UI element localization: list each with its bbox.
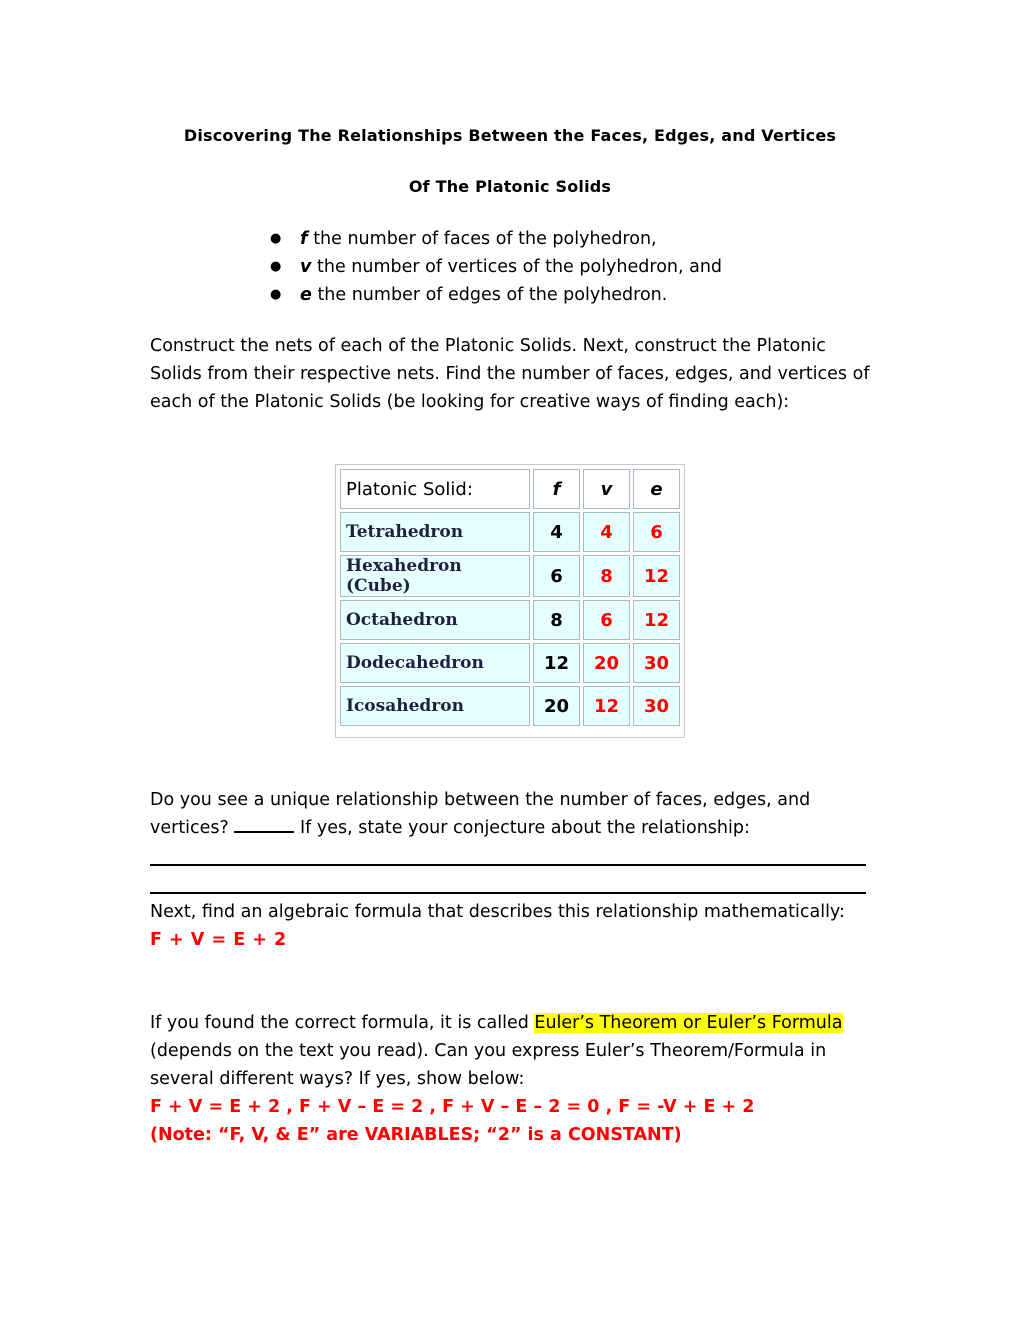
edges-value: 30 bbox=[633, 686, 680, 726]
solid-name: Tetrahedron bbox=[340, 512, 530, 552]
euler-forms: F + V = E + 2 , F + V – E = 2 , F + V – E – 2 = 0 , F = -V + E + 2 bbox=[150, 1097, 755, 1117]
solid-name: Octahedron bbox=[340, 600, 530, 640]
table-header-row bbox=[340, 469, 680, 509]
edges-value: 6 bbox=[633, 512, 680, 552]
platonic-solids-table bbox=[335, 464, 685, 738]
definition-faces: ● f the number of faces of the polyhedron, bbox=[270, 229, 657, 249]
definition-vertices: ● v the number of vertices of the polyhedron, and bbox=[270, 257, 723, 277]
table-row bbox=[340, 600, 680, 640]
table-row bbox=[340, 686, 680, 726]
faces-value: 8 bbox=[533, 600, 580, 640]
answer-line[interactable] bbox=[150, 864, 866, 866]
definition-edges: ● e the number of edges of the polyhedron. bbox=[270, 285, 668, 305]
formula-prompt: Next, find an algebraic formula that describes this relationship mathematically: bbox=[150, 902, 845, 922]
faces-value: 20 bbox=[533, 686, 580, 726]
table-row bbox=[340, 643, 680, 683]
note: (Note: “F, V, & E” are VARIABLES; “2” is a CONSTANT) bbox=[150, 1125, 682, 1145]
faces-value: 6 bbox=[533, 555, 580, 597]
vertices-value: 4 bbox=[583, 512, 630, 552]
definition-list bbox=[270, 228, 722, 312]
faces-value: 12 bbox=[533, 643, 580, 683]
bullet-icon: ● bbox=[270, 231, 282, 246]
edges-value: 12 bbox=[633, 555, 680, 597]
vertices-value: 20 bbox=[583, 643, 630, 683]
edges-value: 30 bbox=[633, 643, 680, 683]
formula-answer: F + V = E + 2 bbox=[150, 930, 287, 950]
vertices-value: 12 bbox=[583, 686, 630, 726]
formula-paragraph bbox=[150, 898, 870, 954]
bullet-icon: ● bbox=[270, 259, 282, 274]
question-paragraph: Do you see a unique relationship between the number of faces, edges, and vertices? If yes, state your conjecture about the relationship: bbox=[150, 790, 811, 838]
edges-value: 12 bbox=[633, 600, 680, 640]
title-line-2: Of The Platonic Solids bbox=[408, 177, 612, 196]
solid-name: Icosahedron bbox=[340, 686, 530, 726]
header-f: f bbox=[533, 469, 580, 509]
table-row bbox=[340, 512, 680, 552]
header-solid: Platonic Solid: bbox=[340, 469, 530, 509]
answer-blank[interactable] bbox=[234, 817, 294, 833]
header-e: e bbox=[633, 469, 680, 509]
vertices-value: 8 bbox=[583, 555, 630, 597]
bullet-icon: ● bbox=[270, 287, 282, 302]
faces-value: 4 bbox=[533, 512, 580, 552]
title-line-1: Discovering The Relationships Between the Faces, Edges, and Vertices bbox=[183, 126, 837, 145]
vertices-value: 6 bbox=[583, 600, 630, 640]
euler-paragraph: If you found the correct formula, it is called Euler’s Theorem or Euler’s Formula (depends on the text you read). Can you express Euler’s Theorem/Formula in several different ways? If yes, show below: F + V = E + 2 , F + V – E = 2 , F + V – E – 2 = 0 , F = -V + E + 2 (Note: “F, V, & E” are VARIABLES; “2” is a CONSTANT) bbox=[150, 1009, 870, 1149]
solid-name: Dodecahedron bbox=[340, 643, 530, 683]
answer-line[interactable] bbox=[150, 892, 866, 894]
header-v: v bbox=[583, 469, 630, 509]
solid-name: Hexahedron (Cube) bbox=[340, 555, 530, 597]
instructions-paragraph: Construct the nets of each of the Platonic Solids. Next, construct the Platonic Solids from their respective nets. Find the number of faces, edges, and vertices of each of the Platonic Solids (be looking for creative ways of finding each): bbox=[150, 336, 870, 412]
euler-highlight: Euler’s Theorem or Euler’s Formula bbox=[534, 1013, 843, 1033]
table-row bbox=[340, 555, 680, 597]
